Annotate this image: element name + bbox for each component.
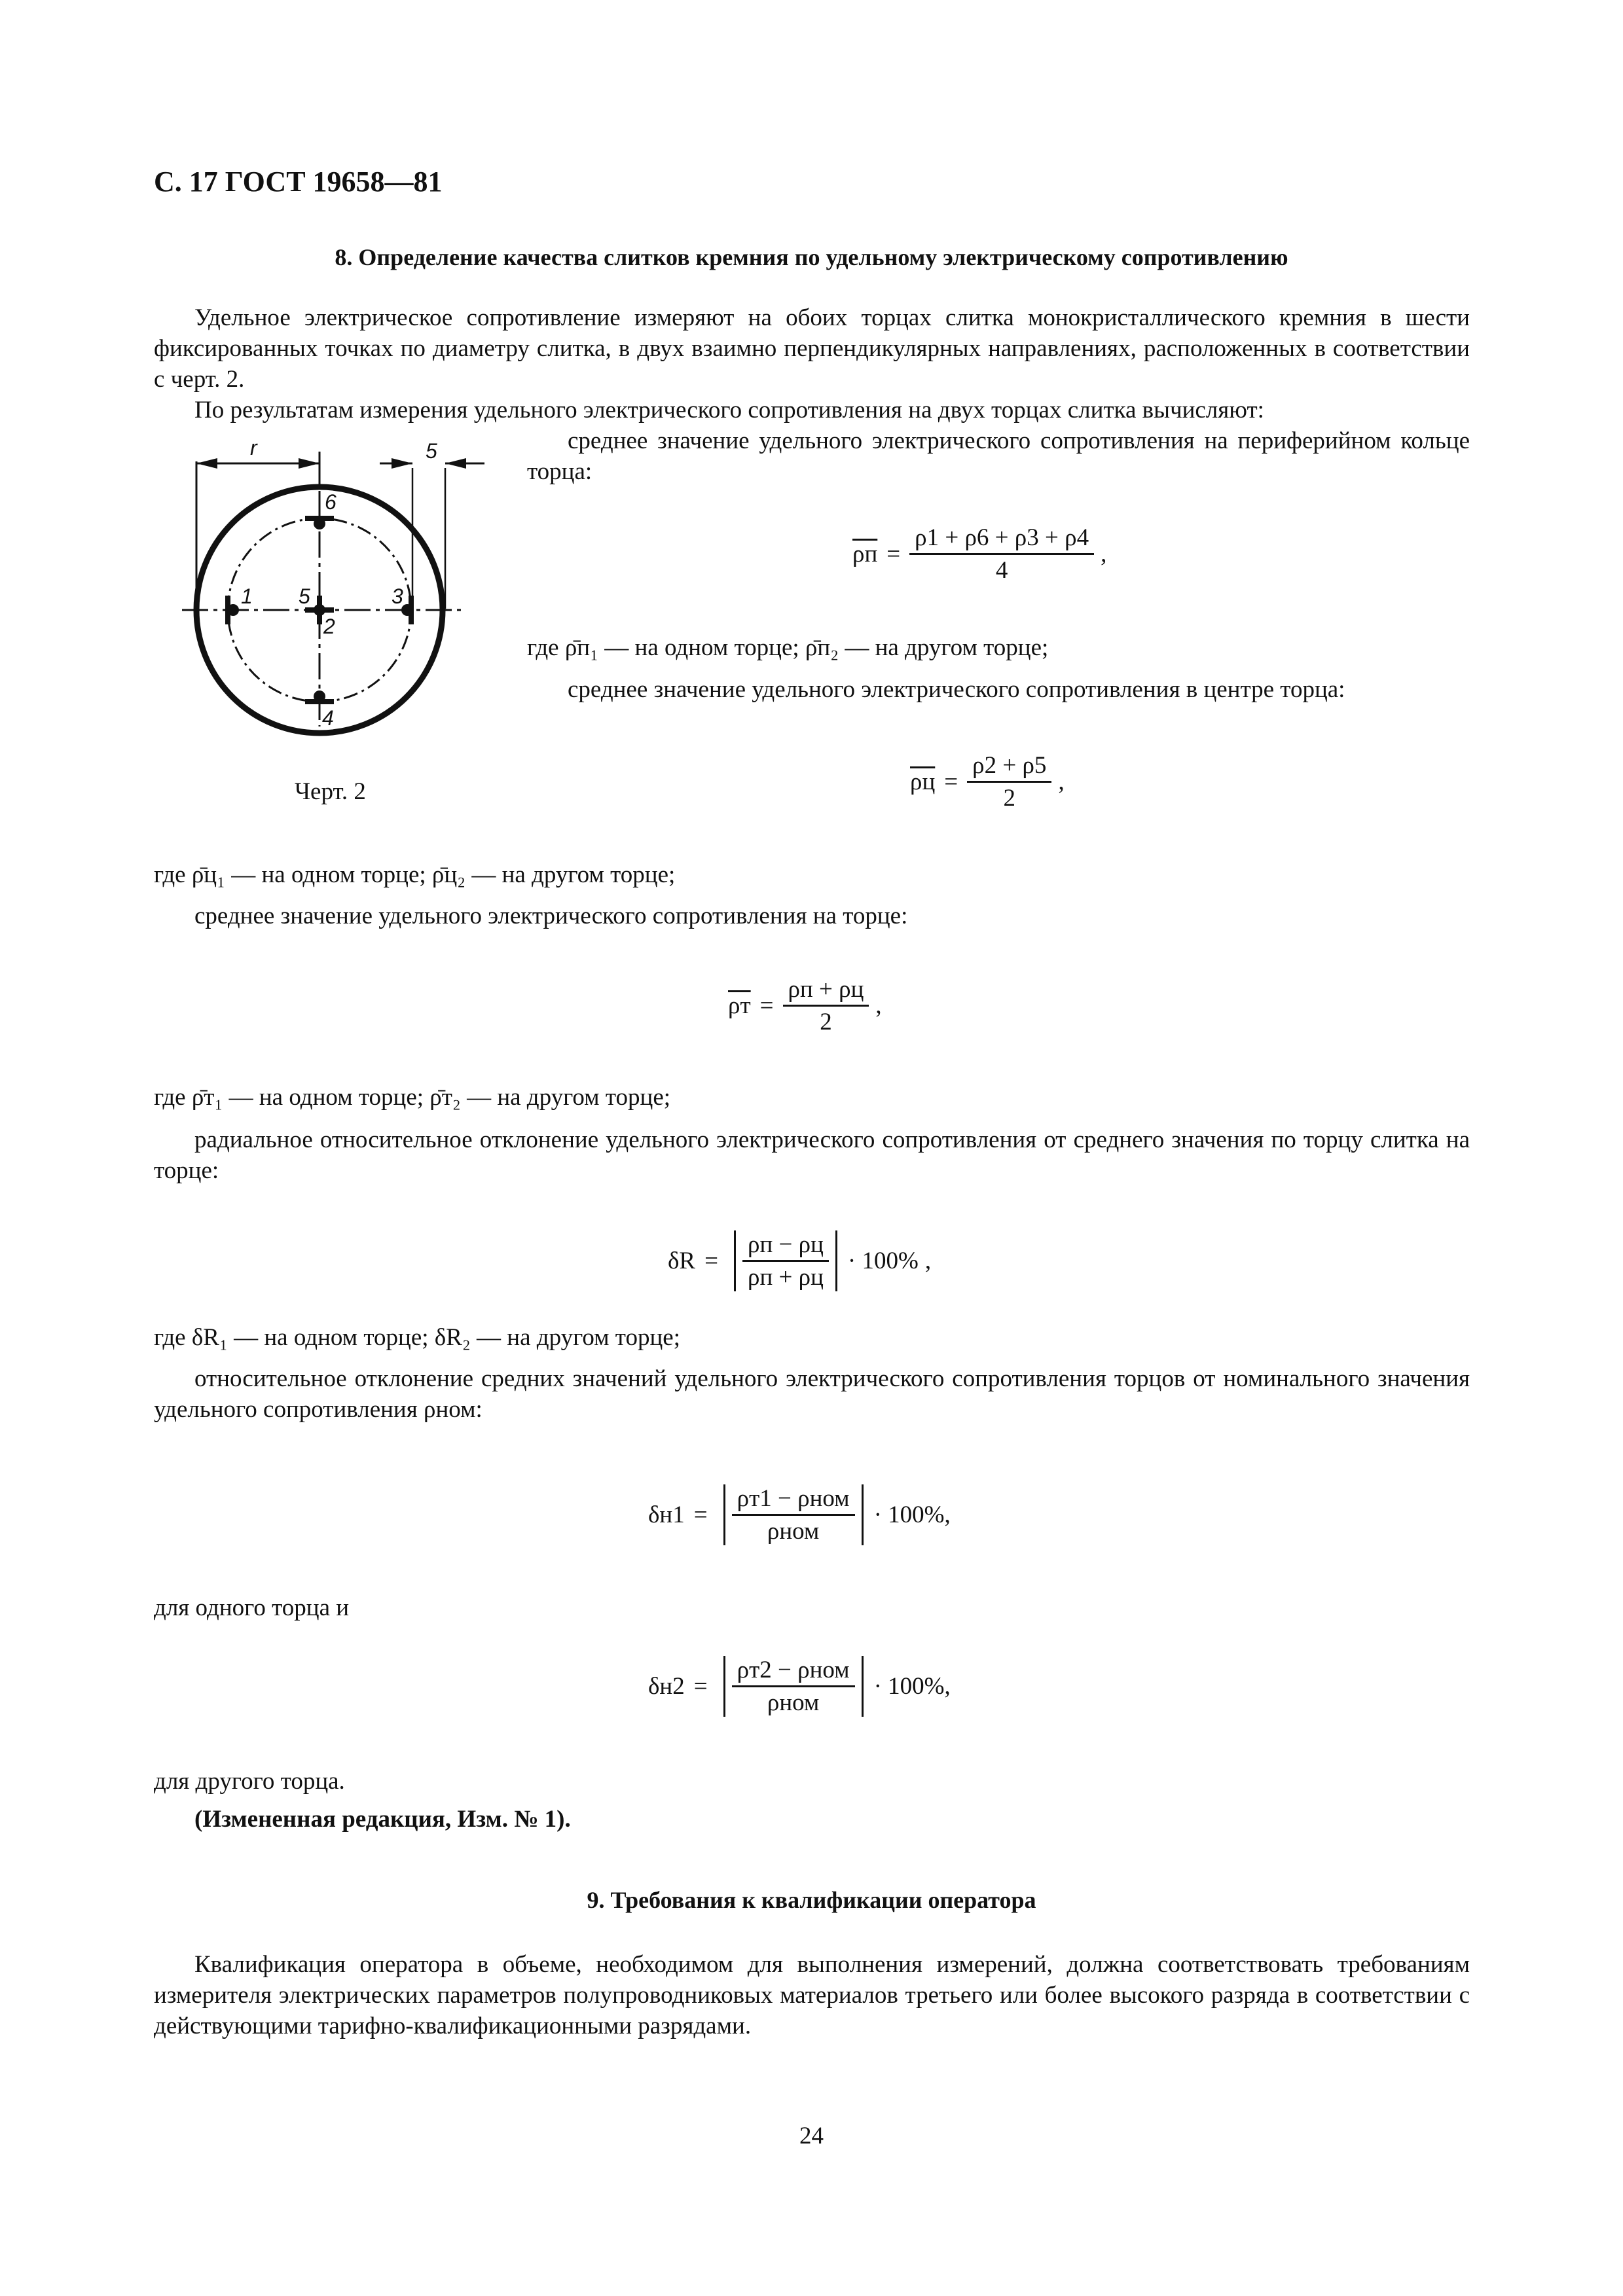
label-5-dimension: 5 <box>426 439 437 463</box>
formula-center-numerator: ρ2 + ρ5 <box>967 751 1051 783</box>
where-periph: где ρ̄п₁ — на одном торце; ρ̄п₂ — на другом торце; <box>527 634 1049 661</box>
formula-nom1-denominator: ρном <box>767 1518 820 1545</box>
label-point-1: 1 <box>241 584 253 608</box>
formula-radial-lhs: δR <box>668 1247 696 1274</box>
formula-nominal-2: δн2 = $\frac{\text{ρт2 − ρном}}{\text{ρном}}$ · 100% , <box>648 1657 951 1716</box>
where-radial: где δR₁ — на одном торце; δR₂ — на другом торце; <box>154 1324 680 1351</box>
section-8-para-1: Удельное электрическое сопротивление измеряют на обоих торцах слитка монокристаллического кремния в шести фиксированных точках по диаметру слитка, в двух взаимно перпендикулярных направлениях, расположенных в соответствии с черт. 2. <box>154 304 1470 393</box>
formula-radial-denominator: ρп + ρц <box>748 1264 824 1291</box>
arrowhead-icon <box>299 458 319 469</box>
formula-radial-numerator: ρп − ρц <box>742 1230 829 1262</box>
formula-nom1-pct: · 100% <box>873 1501 945 1528</box>
page-header: С. 17 ГОСТ 19658—81 <box>154 166 443 198</box>
label-r: r <box>250 436 257 459</box>
figure-caption: Черт. 2 <box>295 778 366 805</box>
formula-face: ρт = $\frac{\rho п + \rho ц}{2}$ , <box>728 976 882 1035</box>
formula-nom2-lhs: δн2 <box>648 1673 685 1700</box>
formula-center: ρц = $\frac{\rho 2 + \rho 5}{2}$ , <box>910 752 1065 812</box>
formula-periph-denominator: 4 <box>995 557 1008 584</box>
other-face-text: для другого торца. <box>154 1768 345 1795</box>
formula-nom1-numerator: ρт1 − ρном <box>732 1484 855 1516</box>
point-dot-6 <box>314 518 325 529</box>
arrowhead-icon <box>445 458 466 469</box>
formula-face-lhs: ρт <box>728 992 751 1019</box>
nominal-text: относительное отклонение средних значений удельного электрического сопротивления торцов от номинального значения удельного сопротивления ρном: <box>154 1365 1470 1423</box>
section-9-title: 9. Требования к квалификации оператора <box>587 1887 1036 1913</box>
point-dot-4 <box>314 691 325 702</box>
section-8-title: 8. Определение качества слитков кремния по удельному электрическому сопротивлению <box>335 244 1288 270</box>
formula-face-denominator: 2 <box>820 1009 832 1035</box>
formula-nom2-denominator: ρном <box>767 1689 820 1716</box>
where-face: где ρ̄т₁ — на одном торце; ρ̄т₂ — на другом торце; <box>154 1084 671 1111</box>
one-face-text: для одного торца и <box>154 1594 350 1621</box>
formula-center-lhs: ρц <box>910 768 936 795</box>
where-center: где ρ̄ц₁ — на одном торце; ρ̄ц₂ — на другом торце; <box>154 861 676 888</box>
label-point-3: 3 <box>392 584 403 608</box>
radial-text: радиальное относительное отклонение удельного электрического сопротивления от среднего значения по торцу слитка на торце: <box>154 1126 1470 1184</box>
arrowhead-icon <box>196 458 217 469</box>
formula-periph: ρп = $\frac{\rho 1 + \rho 6 + \rho 3 + \rho 4}{4}$ , <box>852 524 1107 584</box>
face-text: среднее значение удельного электрического сопротивления на торце: <box>194 903 908 929</box>
label-point-4: 4 <box>322 706 334 730</box>
formula-center-denominator: 2 <box>1003 785 1016 812</box>
formula-face-numerator: ρп + ρц <box>783 975 869 1007</box>
center-text: среднее значение удельного электрического сопротивления в центре торца: <box>568 676 1345 703</box>
formula-radial-pct: · 100% <box>847 1247 919 1274</box>
formula-nom2-pct: · 100% <box>873 1673 945 1700</box>
point-dot-1 <box>227 604 239 616</box>
label-point-6: 6 <box>325 490 337 514</box>
formula-periph-numerator: ρ1 + ρ6 + ρ3 + ρ4 <box>909 524 1094 555</box>
section-9-para: Квалификация оператора в объеме, необходимом для выполнения измерений, должна соответствовать требованиям измерителя электрических параметров полупроводниковых материалов третьего или более высокого разряда в соответствии с действующими тарифно-квалификационными разрядами. <box>154 1951 1470 2039</box>
amendment-note: (Измененная редакция, Изм. № 1). <box>194 1806 571 1833</box>
formula-nom1-lhs: δн1 <box>648 1501 685 1528</box>
figure-cross-section <box>177 432 491 772</box>
page-number: 24 <box>799 2123 824 2149</box>
periph-text: среднее значение удельного электрического сопротивления на периферийном кольце торца: <box>527 427 1470 485</box>
label-point-2: 2 <box>323 615 335 638</box>
formula-nominal-1: δн1 = $\frac{\text{ρт1 − ρном}}{\text{ρном}}$ · 100% , <box>648 1485 951 1545</box>
arrowhead-icon <box>392 458 412 469</box>
formula-radial: δR = $\frac{\rho п - \rho ц}{\rho п + \rho ц}$ · 100% , <box>668 1231 932 1291</box>
section-8-para-2: По результатам измерения удельного электрического сопротивления на двух торцах слитка вычисляют: <box>194 397 1264 423</box>
label-point-5: 5 <box>299 584 310 608</box>
formula-periph-lhs: ρп <box>852 541 878 567</box>
formula-nom2-numerator: ρт2 − ρном <box>732 1656 855 1687</box>
